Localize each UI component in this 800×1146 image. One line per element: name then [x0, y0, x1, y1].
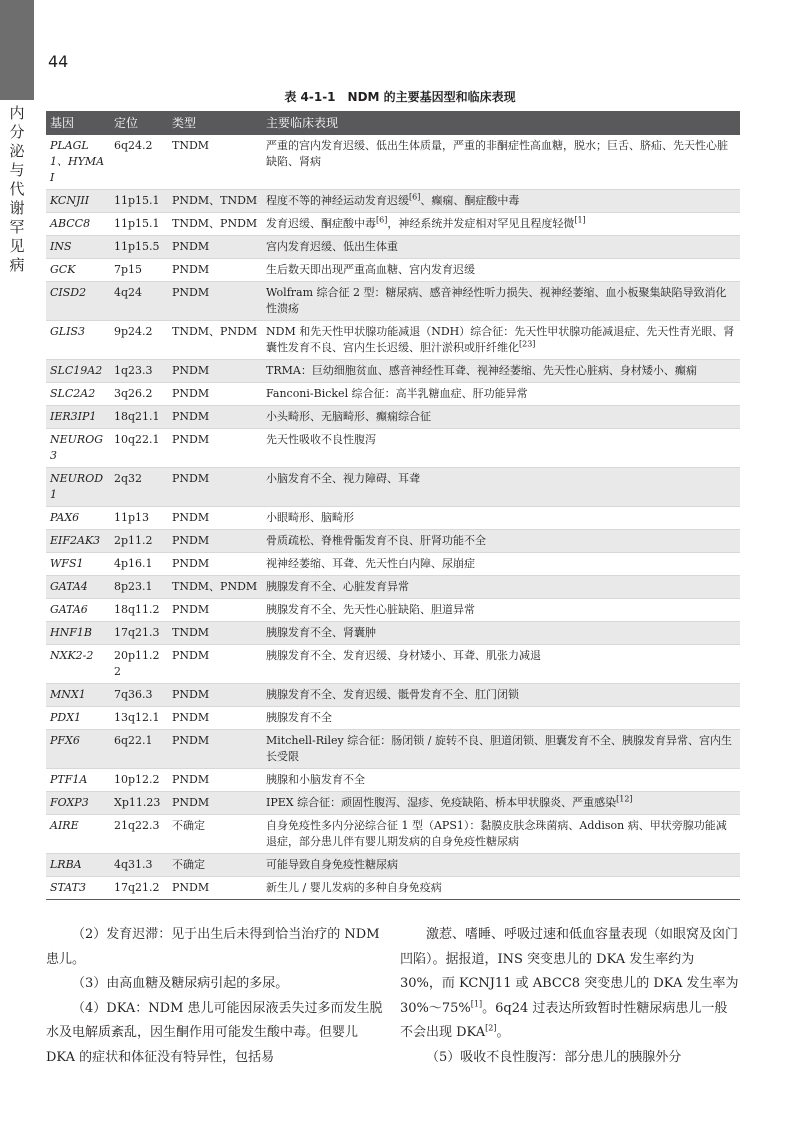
- table-row: [46, 236, 740, 259]
- gene-table: [46, 111, 740, 900]
- gene-cell: CISD2: [46, 282, 110, 321]
- clinical-cell: 胰腺发育不全、肾囊肿: [262, 622, 740, 645]
- location-cell: 4q31.3: [110, 854, 168, 877]
- gene-cell: SLC2A2: [46, 383, 110, 406]
- location-cell: 11p15.1: [110, 213, 168, 236]
- gene-cell: PDX1: [46, 707, 110, 730]
- side-tab-block: [0, 0, 34, 100]
- location-cell: 11p15.5: [110, 236, 168, 259]
- table-row: [46, 259, 740, 282]
- gene-cell: LRBA: [46, 854, 110, 877]
- gene-cell: HNF1B: [46, 622, 110, 645]
- type-cell: PNDM: [168, 707, 262, 730]
- table-row: [46, 792, 740, 815]
- table-row: [46, 360, 740, 383]
- table-row: [46, 730, 740, 769]
- gene-cell: AIRE: [46, 815, 110, 854]
- side-chapter-title: 内分泌与代谢罕见病: [9, 104, 25, 274]
- type-cell: PNDM: [168, 877, 262, 900]
- type-cell: PNDM: [168, 360, 262, 383]
- gene-cell: GATA4: [46, 576, 110, 599]
- clinical-cell: Fanconi-Bickel 综合征：高半乳糖血症、肝功能异常: [262, 383, 740, 406]
- table-body: [46, 135, 740, 900]
- table-row: [46, 622, 740, 645]
- table-caption: 表 4-1-1 NDM 的主要基因型和临床表现: [284, 90, 516, 104]
- table-row: [46, 213, 740, 236]
- location-cell: 7p15: [110, 259, 168, 282]
- gene-cell: NEUROG3: [46, 429, 110, 468]
- location-cell: 21q22.3: [110, 815, 168, 854]
- table-row: [46, 553, 740, 576]
- type-cell: PNDM: [168, 383, 262, 406]
- clinical-cell: 自身免疫性多内分泌综合征 1 型（APS1）：黏膜皮肤念珠菌病、Addison 病、甲状旁腺功能减退症，部分患儿伴有婴儿期发病的自身免疫性糖尿病: [262, 815, 740, 854]
- location-cell: 6q24.2: [110, 135, 168, 190]
- location-cell: 2q32: [110, 468, 168, 507]
- type-cell: TNDM: [168, 622, 262, 645]
- header-type: 类型: [168, 111, 262, 135]
- type-cell: PNDM: [168, 236, 262, 259]
- table-row: [46, 769, 740, 792]
- clinical-cell: 胰腺发育不全、发育迟缓、骶骨发育不全、肛门闭锁: [262, 684, 740, 707]
- location-cell: 11p15.1: [110, 190, 168, 213]
- table-row: [46, 684, 740, 707]
- table-row: [46, 507, 740, 530]
- clinical-cell: 宫内发育迟缓、低出生体重: [262, 236, 740, 259]
- location-cell: 18q21.1: [110, 406, 168, 429]
- body-column-right: [400, 923, 740, 1070]
- clinical-cell: 小眼畸形、脑畸形: [262, 507, 740, 530]
- table-row: [46, 707, 740, 730]
- body-column-left: [46, 923, 386, 1070]
- location-cell: 3q26.2: [110, 383, 168, 406]
- gene-cell: FOXP3: [46, 792, 110, 815]
- location-cell: 9p24.2: [110, 321, 168, 360]
- location-cell: 2p11.2: [110, 530, 168, 553]
- clinical-cell: 胰腺发育不全、先天性心脏缺陷、胆道异常: [262, 599, 740, 622]
- gene-cell: GLIS3: [46, 321, 110, 360]
- gene-cell: IER3IP1: [46, 406, 110, 429]
- location-cell: 7q36.3: [110, 684, 168, 707]
- table-row: [46, 468, 740, 507]
- clinical-cell: 胰腺发育不全: [262, 707, 740, 730]
- type-cell: TNDM、PNDM: [168, 213, 262, 236]
- location-cell: Xp11.23: [110, 792, 168, 815]
- type-cell: PNDM、TNDM: [168, 190, 262, 213]
- type-cell: TNDM、PNDM: [168, 321, 262, 360]
- type-cell: PNDM: [168, 468, 262, 507]
- body-paragraph: （3）由高血糖及糖尿病引起的多尿。: [72, 976, 289, 991]
- header-location: 定位: [110, 111, 168, 135]
- table-row: [46, 645, 740, 684]
- header-gene: 基因: [46, 111, 110, 135]
- type-cell: PNDM: [168, 684, 262, 707]
- clinical-cell: 胰腺发育不全、心脏发育异常: [262, 576, 740, 599]
- location-cell: 18q11.2: [110, 599, 168, 622]
- type-cell: PNDM: [168, 259, 262, 282]
- location-cell: 8p23.1: [110, 576, 168, 599]
- location-cell: 13q12.1: [110, 707, 168, 730]
- clinical-cell: Wolfram 综合征 2 型：糖尿病、感音神经性听力损失、视神经萎缩、血小板聚集缺陷导致消化性溃疡: [262, 282, 740, 321]
- location-cell: 17q21.2: [110, 877, 168, 900]
- gene-cell: MNX1: [46, 684, 110, 707]
- page-number: 44: [48, 52, 69, 71]
- table-row: [46, 190, 740, 213]
- type-cell: PNDM: [168, 730, 262, 769]
- type-cell: PNDM: [168, 599, 262, 622]
- location-cell: 4q24: [110, 282, 168, 321]
- table-row: [46, 429, 740, 468]
- gene-cell: EIF2AK3: [46, 530, 110, 553]
- location-cell: 4p16.1: [110, 553, 168, 576]
- location-cell: 10q22.1: [110, 429, 168, 468]
- type-cell: PNDM: [168, 406, 262, 429]
- header-clinical: 主要临床表现: [262, 111, 740, 135]
- body-paragraph: （2）发育迟滞：见于出生后未得到恰当治疗的 NDM 患儿。: [46, 927, 380, 967]
- gene-cell: PTF1A: [46, 769, 110, 792]
- clinical-cell: 骨质疏松、脊椎骨骺发育不良、肝肾功能不全: [262, 530, 740, 553]
- clinical-cell: 可能导致自身免疫性糖尿病: [262, 854, 740, 877]
- table-row: [46, 406, 740, 429]
- gene-cell: NEUROD1: [46, 468, 110, 507]
- clinical-cell: Mitchell-Riley 综合征：肠闭锁 / 旋转不良、胆道闭锁、胆囊发育不全、胰腺发育异常、宫内生长受限: [262, 730, 740, 769]
- table-row: [46, 135, 740, 190]
- gene-cell: PLAGL1、HYMAI: [46, 135, 110, 190]
- type-cell: PNDM: [168, 769, 262, 792]
- clinical-cell: 胰腺发育不全、发育迟缓、身材矮小、耳聋、肌张力减退: [262, 645, 740, 684]
- body-paragraph: （5）吸收不良性腹泻：部分患儿的胰腺外分: [426, 1049, 682, 1065]
- location-cell: 6q22.1: [110, 730, 168, 769]
- type-cell: PNDM: [168, 792, 262, 815]
- table-row: [46, 815, 740, 854]
- clinical-cell: IPEX 综合征：顽固性腹泻、湿疹、免疫缺陷、桥本甲状腺炎、严重感染[12]: [262, 792, 740, 815]
- gene-cell: SLC19A2: [46, 360, 110, 383]
- gene-cell: ABCC8: [46, 213, 110, 236]
- location-cell: 1q23.3: [110, 360, 168, 383]
- gene-cell: INS: [46, 236, 110, 259]
- type-cell: PNDM: [168, 282, 262, 321]
- table-row: [46, 877, 740, 900]
- clinical-cell: 生后数天即出现严重高血糖、宫内发育迟缓: [262, 259, 740, 282]
- clinical-cell: 程度不等的神经运动发育迟缓[6]、癫痫、酮症酸中毒: [262, 190, 740, 213]
- gene-cell: WFS1: [46, 553, 110, 576]
- gene-cell: NXK2-2: [46, 645, 110, 684]
- gene-cell: GATA6: [46, 599, 110, 622]
- type-cell: PNDM: [168, 507, 262, 530]
- body-text: [46, 923, 740, 1070]
- location-cell: 11p13: [110, 507, 168, 530]
- gene-cell: PAX6: [46, 507, 110, 530]
- type-cell: PNDM: [168, 530, 262, 553]
- location-cell: 17q21.3: [110, 622, 168, 645]
- gene-cell: GCK: [46, 259, 110, 282]
- type-cell: PNDM: [168, 645, 262, 684]
- clinical-cell: 胰腺和小脑发育不全: [262, 769, 740, 792]
- location-cell: 20p11.22: [110, 645, 168, 684]
- location-cell: 10p12.2: [110, 769, 168, 792]
- type-cell: PNDM: [168, 429, 262, 468]
- clinical-cell: NDM 和先天性甲状腺功能减退（NDH）综合征：先天性甲状腺功能减退症、先天性青光眼、肾囊性发育不良、宫内生长迟缓、胆汁淤积或肝纤维化[23]: [262, 321, 740, 360]
- gene-cell: KCNJII: [46, 190, 110, 213]
- table-row: [46, 599, 740, 622]
- type-cell: PNDM: [168, 553, 262, 576]
- table-row: [46, 383, 740, 406]
- body-paragraph: （4）DKA：NDM 患儿可能因尿液丢失过多而发生脱水及电解质紊乱，因生酮作用可能发生酸中毒。但婴儿 DKA 的症状和体征没有特异性，包括易: [46, 1000, 383, 1065]
- type-cell: 不确定: [168, 854, 262, 877]
- body-paragraph: 激惹、嗜睡、呼吸过速和低血容量表现（如眼窝及囟门凹陷）。据报道，INS 突变患儿的 DKA 发生率约为 30%，而 KCNJ11 或 ABCC8 突变患儿的 DKA 发生率为 30%～75%[1]。6q24 过表达所致暂时性糖尿病患儿一般不会出现 DKA[2]。: [400, 927, 739, 1040]
- table-header-row: [46, 111, 740, 135]
- clinical-cell: 新生儿 / 婴儿发病的多种自身免疫病: [262, 877, 740, 900]
- table-row: [46, 576, 740, 599]
- clinical-cell: TRMA：巨幼细胞贫血、感音神经性耳聋、视神经萎缩、先天性心脏病、身材矮小、癫痫: [262, 360, 740, 383]
- clinical-cell: 视神经萎缩、耳聋、先天性白内障、尿崩症: [262, 553, 740, 576]
- type-cell: TNDM: [168, 135, 262, 190]
- gene-cell: STAT3: [46, 877, 110, 900]
- table-row: [46, 854, 740, 877]
- clinical-cell: 小脑发育不全、视力障碍、耳聋: [262, 468, 740, 507]
- type-cell: 不确定: [168, 815, 262, 854]
- table-row: [46, 282, 740, 321]
- clinical-cell: 小头畸形、无脑畸形、癫痫综合征: [262, 406, 740, 429]
- clinical-cell: 发育迟缓、酮症酸中毒[6]，神经系统并发症相对罕见且程度轻微[1]: [262, 213, 740, 236]
- gene-cell: PFX6: [46, 730, 110, 769]
- table-row: [46, 530, 740, 553]
- table-row: [46, 321, 740, 360]
- clinical-cell: 严重的宫内发育迟缓、低出生体质量，严重的非酮症性高血糖，脱水；巨舌、脐疝、先天性心脏缺陷、肾病: [262, 135, 740, 190]
- type-cell: TNDM、PNDM: [168, 576, 262, 599]
- clinical-cell: 先天性吸收不良性腹泻: [262, 429, 740, 468]
